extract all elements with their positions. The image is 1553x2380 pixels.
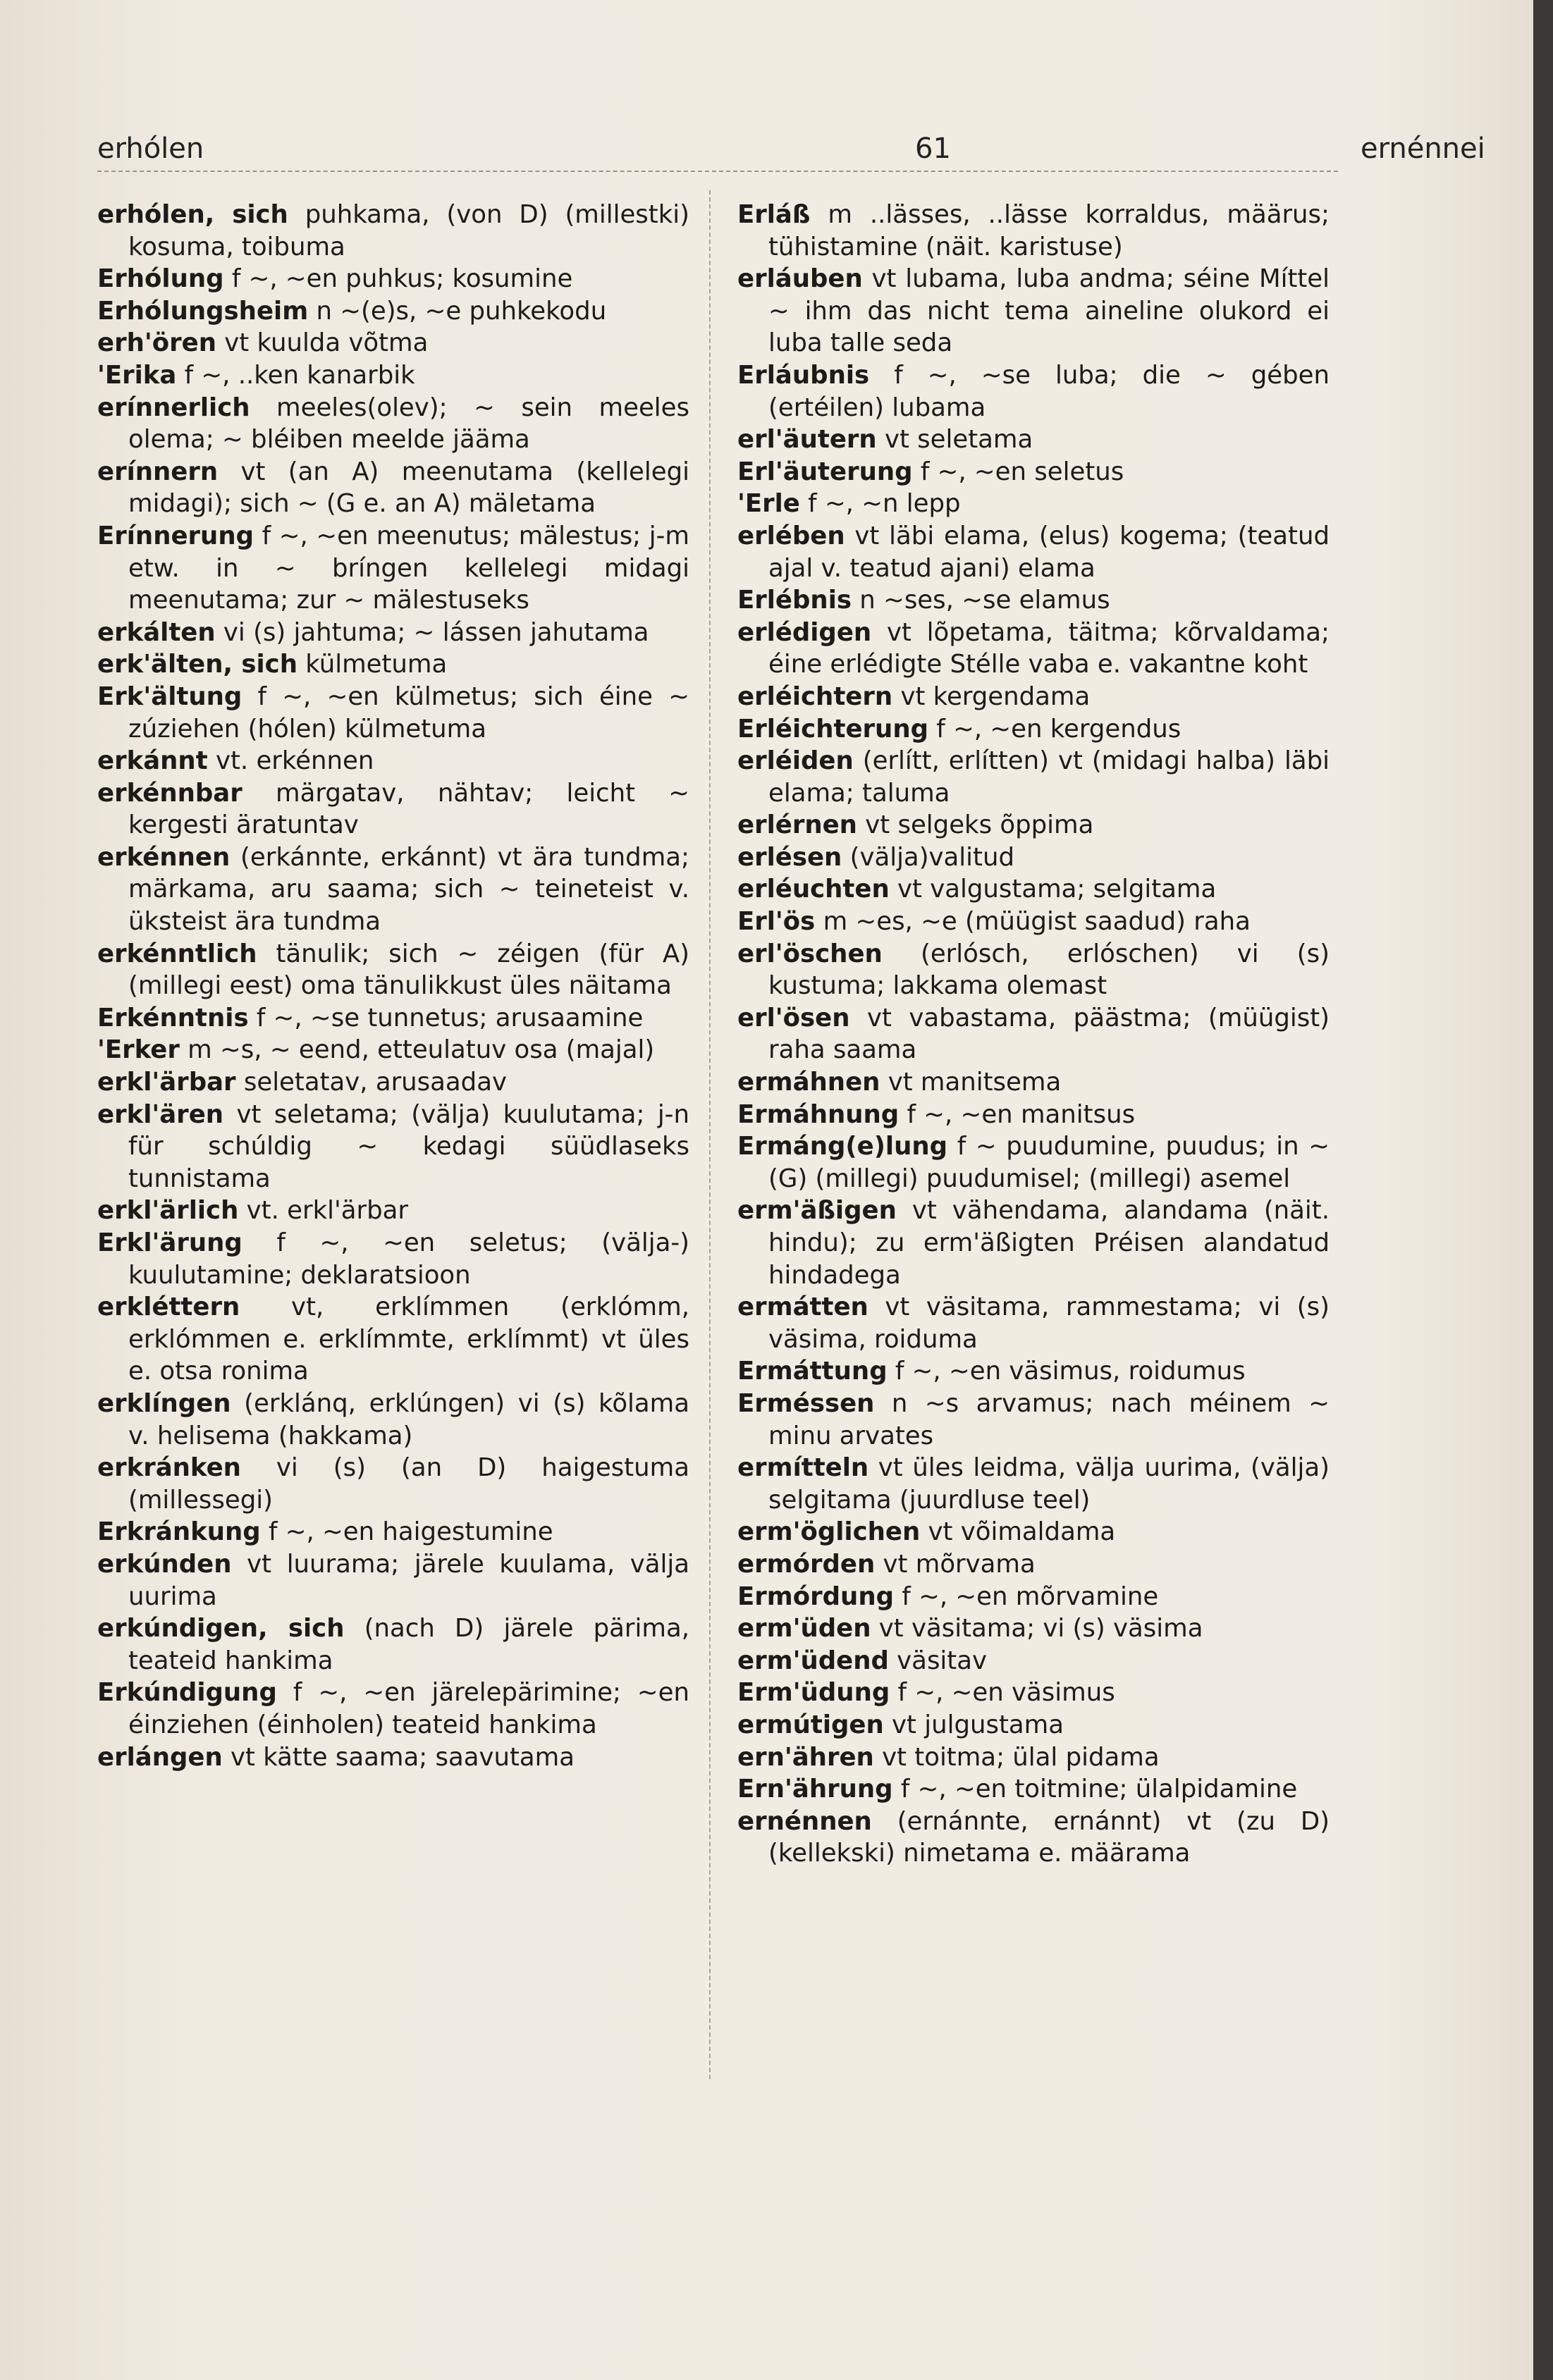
entry-headword: Ermáng(e)lung [737,1132,948,1161]
entry-headword: erl'äutern [737,425,877,455]
entry-definition: vt (an A) meenutama (kellelegi midagi); sich ~ (G e. an A) mäletama [128,457,689,519]
dictionary-entry [737,745,1330,809]
entry-headword: erh'ören [97,328,216,358]
dictionary-entry [737,1773,1330,1806]
dictionary-entry [737,199,1330,263]
dictionary-entry [737,1355,1330,1388]
entry-headword: erm'äßigen [737,1196,897,1226]
entry-definition: väsitav [888,1646,987,1675]
entry-headword: ermítteln [737,1453,869,1483]
entry-definition: f ~, ~en toitmine; ülalpidamine [892,1775,1298,1804]
entry-definition: vt väsitama; vi (s) väsima [871,1614,1203,1644]
entry-headword: erínnerlich [97,393,250,422]
entry-headword: erkúnden [97,1549,232,1579]
entry-definition: vt lubama, luba andma; séine Míttel ~ ihm das nicht tema aineline olukord ei luba talle seda [768,264,1330,358]
entry-definition: f ~, ~en manitsus [899,1099,1136,1129]
entry-definition: f ~, ~en seletus; (välja-) kuulutamine; deklaratsioon [128,1228,689,1290]
entry-definition: puhkama, (von D) (millestki) kosuma, toibuma [128,200,689,261]
entry-headword: Erínnerung [97,521,254,550]
entry-headword: erkálten [97,617,216,647]
entry-definition: vt. erkénnen [207,746,374,776]
entry-definition: n ~s arvamus; nach méinem ~ minu arvates [768,1388,1330,1450]
dictionary-entry [737,1388,1330,1452]
dictionary-entry [737,1291,1330,1355]
dictionary-entry [737,456,1330,488]
entry-definition: (nach D) järele pärima, teateid hankima [128,1614,689,1675]
entry-headword: erklíngen [97,1388,231,1418]
entry-definition: vt vabastama, päästma; (müügist) raha saama [768,1003,1330,1065]
right-column [737,199,1330,1870]
entry-headword: erláuben [737,264,863,294]
entry-definition: f ~, ~en külmetus; sich éine ~ zúziehen (hólen) külmetuma [128,682,689,744]
left-column [97,199,689,1773]
dictionary-entry [737,906,1330,938]
dictionary-entry [737,520,1330,584]
page-number: 61 [915,132,951,165]
dictionary-entry [97,263,689,295]
entry-headword: erlésen [737,842,842,872]
dictionary-entry [97,777,689,841]
entry-definition: f ~, ~en haigestumine [260,1517,553,1547]
entry-headword: erkránken [97,1453,241,1483]
entry-definition: vt läbi elama, (elus) kogema; (teatud ajal v. teatud ajani) elama [768,521,1330,583]
dictionary-entry [737,1452,1330,1516]
entry-headword: ern'ähren [737,1742,874,1772]
entry-definition: f ~, ~se tunnetus; arusaamine [248,1003,644,1032]
entry-definition: f ~, ~n lepp [799,489,961,519]
entry-headword: erléichtern [737,682,893,711]
entry-definition: m ~s, ~ eend, etteulatuv osa (majal) [179,1035,655,1065]
entry-headword: erkl'ären [97,1099,224,1129]
entry-definition: vt vähendama, alandama (näit. hindu); zu erm'äßigten Préisen alandatud hindadega [768,1196,1330,1290]
dictionary-entry [737,263,1330,359]
entry-definition: vt. erkl'ärbar [238,1196,408,1226]
entry-headword: 'Erle [737,489,800,519]
dictionary-entry [97,1516,689,1548]
entry-headword: ernénnen [737,1806,872,1836]
entry-definition: m ~es, ~e (müügist saadud) raha [815,907,1251,937]
dictionary-entry [737,713,1330,746]
entry-definition: (erlítt, erlítten) vt (midagi halba) läbi elama; taluma [768,746,1330,808]
entry-headword: erínnern [97,457,219,486]
entry-headword: erléiden [737,746,854,776]
entry-headword: Erhólung [97,264,224,294]
dictionary-entry [97,1613,689,1677]
entry-headword: erkánnt [97,746,208,776]
entry-headword: Erl'ös [737,907,816,937]
entry-definition: (välja)valitud [842,842,1014,872]
dictionary-entry [97,1066,689,1099]
entry-headword: Erléichterung [737,714,928,744]
entry-headword: ermáhnen [737,1068,880,1097]
entry-definition: vt kätte saama; saavutama [222,1742,575,1772]
entry-definition: vt valgustama; selgitama [889,875,1217,904]
entry-headword: erm'üdend [737,1646,889,1675]
entry-headword: Ermáhnung [737,1099,900,1129]
entry-headword: Erm'üdung [737,1678,890,1708]
dictionary-entry [97,1452,689,1516]
entry-definition: vi (s) (an D) haigestuma (millessegi) [128,1453,689,1515]
entry-definition: f ~, ~en väsimus [890,1678,1115,1708]
entry-definition: vt mõrvama [875,1549,1036,1579]
entry-definition: vt toitma; ülal pidama [873,1742,1160,1772]
page-edge-shadow [1533,0,1553,2380]
dictionary-entry [737,938,1330,1002]
entry-definition: meeles(olev); ~ sein meeles olema; ~ bléiben meelde jääma [128,393,689,455]
entry-headword: erkl'ärlich [97,1196,239,1226]
dictionary-entry [737,1741,1330,1774]
dictionary-entry [97,1002,689,1035]
running-head-left: erhólen [97,132,204,165]
entry-definition: vt seletama; (välja) kuulutama; j-n für schúldig ~ kedagi süüdlaseks tunnistama [128,1099,689,1193]
dictionary-entry [737,1516,1330,1548]
dictionary-entry [737,1099,1330,1131]
dictionary-entry [97,745,689,777]
dictionary-entry [97,1291,689,1388]
entry-headword: 'Erker [97,1035,180,1065]
dictionary-entry [97,1099,689,1195]
dictionary-entry [97,392,689,456]
entry-headword: erkénnbar [97,778,243,808]
entry-definition: f ~, ~en kergendus [928,714,1181,744]
dictionary-entry [737,584,1330,617]
dictionary-entry [737,488,1330,520]
dictionary-entry [737,681,1330,713]
entry-definition: f ~, ~se luba; die ~ gében (ertéilen) lubama [768,360,1330,422]
dictionary-entry [737,809,1330,841]
entry-headword: ermátten [737,1293,868,1322]
dictionary-entry [737,1195,1330,1291]
entry-definition: f ~ puudumine, puudus; in ~ (G) (millegi) puudumisel; (millegi) asemel [768,1132,1330,1193]
entry-headword: erkénnen [97,842,231,872]
dictionary-entry [97,1227,689,1291]
entry-definition: vt kergendama [892,682,1091,711]
entry-definition: (erlósch, erlóschen) vi (s) kustuma; lakkama olemast [768,939,1330,1001]
entry-definition: f ~, ..ken kanarbik [176,360,415,390]
entry-definition: vt julgustama [883,1710,1064,1739]
dictionary-entry [97,1195,689,1227]
entry-headword: erkénntlich [97,939,257,968]
dictionary-entry [97,1388,689,1452]
entry-definition: vt luurama; järele kuulama, välja uurima [128,1549,689,1611]
entry-definition: f ~, ~en järelepärimine; ~en éinziehen (éinholen) teateid hankima [128,1678,689,1739]
entry-definition: külmetuma [297,650,448,679]
dictionary-entry [737,873,1330,906]
dictionary-entry [737,1806,1330,1870]
dictionary-entry [737,1130,1330,1195]
entry-headword: Ermáttung [737,1357,888,1386]
dictionary-entry [737,1002,1330,1066]
entry-definition: vt kuulda võtma [216,328,429,358]
entry-headword: 'Erika [97,360,177,390]
entry-definition: f ~, ~en väsimus, roidumus [887,1357,1246,1386]
dictionary-entry [737,1066,1330,1099]
entry-headword: Erk'ältung [97,682,243,711]
entry-headword: erk'älten, sich [97,650,297,679]
dictionary-entry [97,1741,689,1774]
dictionary-entry [97,1677,689,1741]
entry-definition: vt seletama [876,425,1033,455]
dictionary-entry [737,1548,1330,1581]
entry-headword: Erméssen [737,1388,875,1418]
entry-definition: f ~, ~en mõrvamine [894,1581,1159,1611]
entry-headword: Erkl'ärung [97,1228,243,1257]
header-rule [97,171,1338,172]
entry-definition: f ~, ~en seletus [912,457,1124,486]
entry-headword: erl'ösen [737,1003,850,1032]
dictionary-entry [97,841,689,938]
dictionary-entry [97,1034,689,1066]
entry-definition: vt üles leidma, välja uurima, (välja) selgitama (juurdluse teel) [768,1453,1330,1515]
running-head-right: ernénnei [1361,132,1485,165]
entry-headword: Ern'ährung [737,1775,893,1804]
entry-headword: Erkénntnis [97,1003,249,1032]
entry-headword: Erláubnis [737,360,870,390]
entry-definition: vt väsitama, rammestama; vi (s) väsima, roiduma [768,1293,1330,1354]
entry-definition: (erkánnte, erkánnt) vt ära tundma; märkama, aru saama; sich ~ teineteist v. üksteist ära tundma [128,842,689,937]
entry-definition: seletatav, arusaadav [235,1068,507,1097]
dictionary-entry [97,295,689,328]
dictionary-entry [97,359,689,392]
entry-headword: Erkúndigung [97,1678,277,1708]
dictionary-entry [737,1677,1330,1709]
dictionary-entry [97,520,689,617]
entry-headword: Erlébnis [737,586,852,615]
dictionary-entry [737,617,1330,681]
dictionary-entry [737,1581,1330,1613]
entry-headword: ermútigen [737,1710,884,1739]
dictionary-entry [737,359,1330,424]
entry-definition: (ernánnte, ernánnt) vt (zu D) (kellekski) nimetama e. määrama [768,1806,1330,1868]
entry-definition: n ~ses, ~se elamus [852,586,1110,615]
entry-headword: erhólen, sich [97,200,288,229]
entry-headword: erkl'ärbar [97,1068,236,1097]
dictionary-entry [97,648,689,681]
dictionary-entry [737,1613,1330,1645]
entry-definition: vt lõpetama, täitma; kõrvaldama; éine erlédigte Stélle vaba e. vakantne koht [768,617,1330,679]
entry-definition: (erklánq, erklúngen) vi (s) kõlama v. helisema (hakkama) [128,1388,689,1450]
entry-headword: Ermórdung [737,1581,895,1611]
dictionary-entry [97,199,689,263]
entry-definition: vi (s) jahtuma; ~ lássen jahutama [215,617,649,647]
entry-headword: erm'öglichen [737,1517,921,1547]
entry-definition: f ~, ~en puhkus; kosumine [223,264,573,294]
entry-headword: erl'öschen [737,939,883,968]
entry-headword: erlángen [97,1742,223,1772]
entry-headword: Erl'äuterung [737,457,913,486]
entry-headword: erléuchten [737,875,890,904]
entry-definition: vt, erklímmen (erklómm, erklómmen e. erklímmte, erklímmt) vt üles e. otsa ronima [128,1293,689,1386]
entry-definition: n ~(e)s, ~e puhkekodu [308,296,607,326]
entry-headword: Erláß [737,200,811,229]
entry-definition: märgatav, nähtav; leicht ~ kergesti äratuntav [128,778,689,840]
dictionary-entry [97,938,689,1002]
dictionary-entry [737,1645,1330,1677]
dictionary-entry [97,681,689,745]
entry-headword: erlében [737,521,845,550]
entry-headword: Erkránkung [97,1517,261,1547]
entry-headword: erm'üden [737,1614,871,1644]
column-divider [709,190,711,2079]
dictionary-entry [97,327,689,359]
dictionary-entry [737,424,1330,456]
entry-definition: vt võimaldama [920,1517,1116,1547]
entry-definition: f ~, ~en meenutus; mälestus; j-m etw. in ~ bríngen kellelegi midagi meenutama; zur ~ mälestuseks [128,521,689,615]
dictionary-entry [737,841,1330,874]
entry-headword: erkúndigen, sich [97,1614,345,1644]
entry-definition: m ..lässes, ..lässe korraldus, määrus; tühistamine (näit. karistuse) [768,200,1330,261]
entry-headword: erlédigen [737,617,872,647]
dictionary-entry [737,1709,1330,1741]
entry-headword: ermórden [737,1549,876,1579]
entry-headword: Erhólungsheim [97,296,309,326]
entry-definition: vt selgeks õppima [857,810,1094,840]
entry-headword: erkléttern [97,1293,240,1322]
dictionary-entry [97,617,689,649]
entry-definition: vt manitsema [880,1068,1062,1097]
dictionary-entry [97,1548,689,1613]
entry-headword: erlérnen [737,810,857,840]
dictionary-entry [97,456,689,520]
entry-definition: tänulik; sich ~ zéigen (für A) (millegi eest) oma tänulikkust üles näitama [128,939,689,1001]
